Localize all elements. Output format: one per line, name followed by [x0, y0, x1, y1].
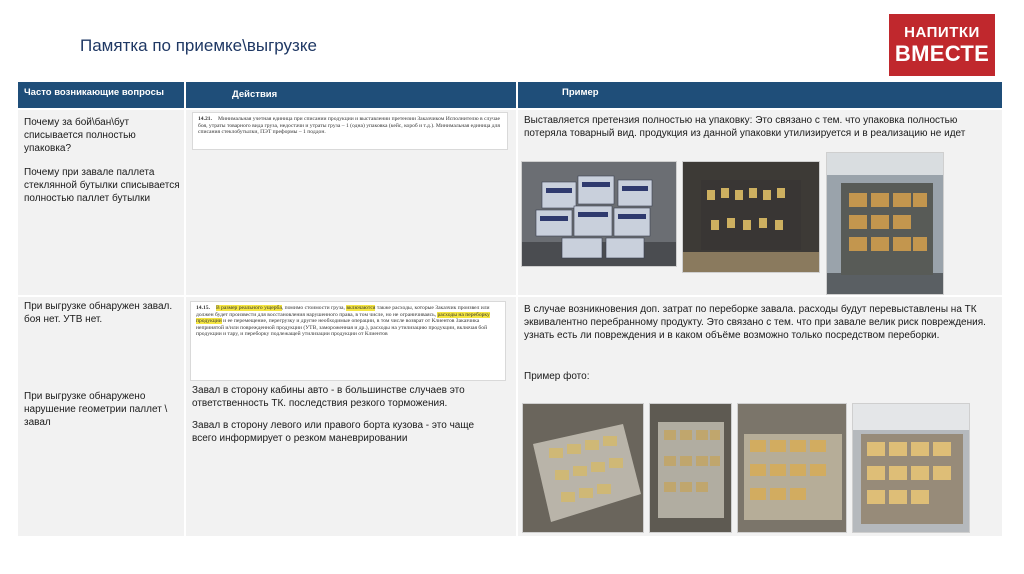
row1-question-1: Почему за бой\бан\бут списывается полностью упаковка?: [24, 117, 136, 154]
photo-collapse-4: [852, 403, 970, 533]
photo-collapsed-pallet-truck: [826, 152, 944, 295]
doc-text-part-6: и ее перемещение, перегрузку и другие необходимые операции, в том числе возврат от Клиентов Заказчика непринятой и/или поврежденной продукции (УТВ, замороженная и др.), расходы на утилизацию продукции, включая бой продукции и тару, и переборку подлежащей утилизации продукции от Клиентов: [196, 318, 488, 338]
doc-number-1415: 14.15.: [196, 305, 210, 311]
doc-text-part-4: также расходы, которые Заказчик произвел или должен будет произвести для восстановления нарушенного права, в том числе, но не ограничиваясь,: [196, 305, 490, 318]
row1-question-2: Почему при завале паллета стеклянной бутылки списывается полностью паллет бутылки: [24, 167, 180, 204]
doc-number-1421: 14.21.: [198, 116, 212, 122]
doc-text-1421: Минимальная учетная единица при списании продукции и выставлении претензии Заказчиком Исполнителю в случае боя, утраты товарного вида груза, недостачи и утраты груза – 1 (одна) упаковка (кейс, короб и т.д.). Минимальная единица для списания стеклобутылки, ПЭТ преформы – 1 поддон.: [198, 116, 500, 136]
header-example-label: Пример: [562, 87, 599, 98]
row2-action-cell: [185, 296, 517, 537]
header-actions: [185, 81, 517, 109]
company-logo: [889, 14, 995, 76]
photo-collapse-1: [522, 403, 644, 533]
contract-excerpt-1421: [192, 112, 508, 150]
doc-highlight-sorting: расходы на переборку продукции: [196, 311, 490, 325]
photo-damaged-cans-1: [521, 161, 677, 267]
doc-highlight-included: включаются: [346, 305, 376, 311]
row2-question-cell: [17, 296, 185, 537]
photo-collapse-4-image: [853, 404, 970, 533]
faq-table: [17, 81, 1003, 537]
photo-collapse-3-image: [738, 404, 847, 533]
header-example: [517, 81, 1003, 109]
row1-example-text: Выставляется претензия полностью на упаковку: Это связано с тем. что упаковка полностью потеряла товарный вид. продукция из данной упаковки утилизируется и в реализацию не идет: [524, 115, 966, 139]
doc-highlight-damage: В размер реального ущерба: [215, 305, 282, 311]
header-questions-label: Часто возникающие вопросы: [24, 87, 164, 98]
doc-text-part-2: , помимо стоимости груза,: [281, 305, 347, 311]
row2-example-photo-label: Пример фото:: [524, 371, 590, 382]
row2-question-2: При выгрузке обнаружено нарушение геометрии паллет \ завал: [24, 391, 168, 428]
photo-collapse-2: [649, 403, 732, 533]
row2-question-1: При выгрузке обнаружен завал. боя нет. УТВ нет.: [24, 301, 173, 325]
photo-collapse-1-image: [523, 404, 644, 533]
photo-damaged-bottles-image: [683, 162, 820, 273]
photo-collapse-3: [737, 403, 847, 533]
row1-action-cell: [185, 109, 517, 296]
row2-action-1: Завал в сторону кабины авто - в большинстве случаев это ответственность ТК. последствия резкого торможения.: [192, 385, 465, 409]
photo-collapsed-pallet-truck-image: [827, 153, 944, 295]
row2-example-text: В случае возникновения доп. затрат по переборке завала. расходы будут перевыставлены на ТК эквивалентно перебранному продукту. Это связано с тем. что при завале велик риск повреждения. узнать есть ли повреждения и в каком объёме возможно только посредством переборки.: [524, 304, 986, 341]
logo-line-2: ВМЕСТЕ: [894, 41, 990, 66]
logo-line-1: НАПИТКИ: [904, 24, 980, 41]
row1-question-cell: [17, 109, 185, 296]
photo-damaged-cans-1-image: [522, 162, 677, 267]
row2-action-2: Завал в сторону левого или правого борта кузова - это чаще всего информирует о резком маневрировании: [192, 420, 475, 444]
row1-example-cell: [517, 109, 1003, 296]
photo-collapse-2-image: [650, 404, 732, 533]
header-questions: [17, 81, 185, 109]
contract-excerpt-1415: [190, 301, 506, 381]
photo-damaged-bottles: [682, 161, 820, 273]
page-title: Памятка по приемке\выгрузке: [80, 36, 317, 55]
header-actions-label: Действия: [232, 89, 278, 100]
row2-example-cell: [517, 296, 1003, 537]
